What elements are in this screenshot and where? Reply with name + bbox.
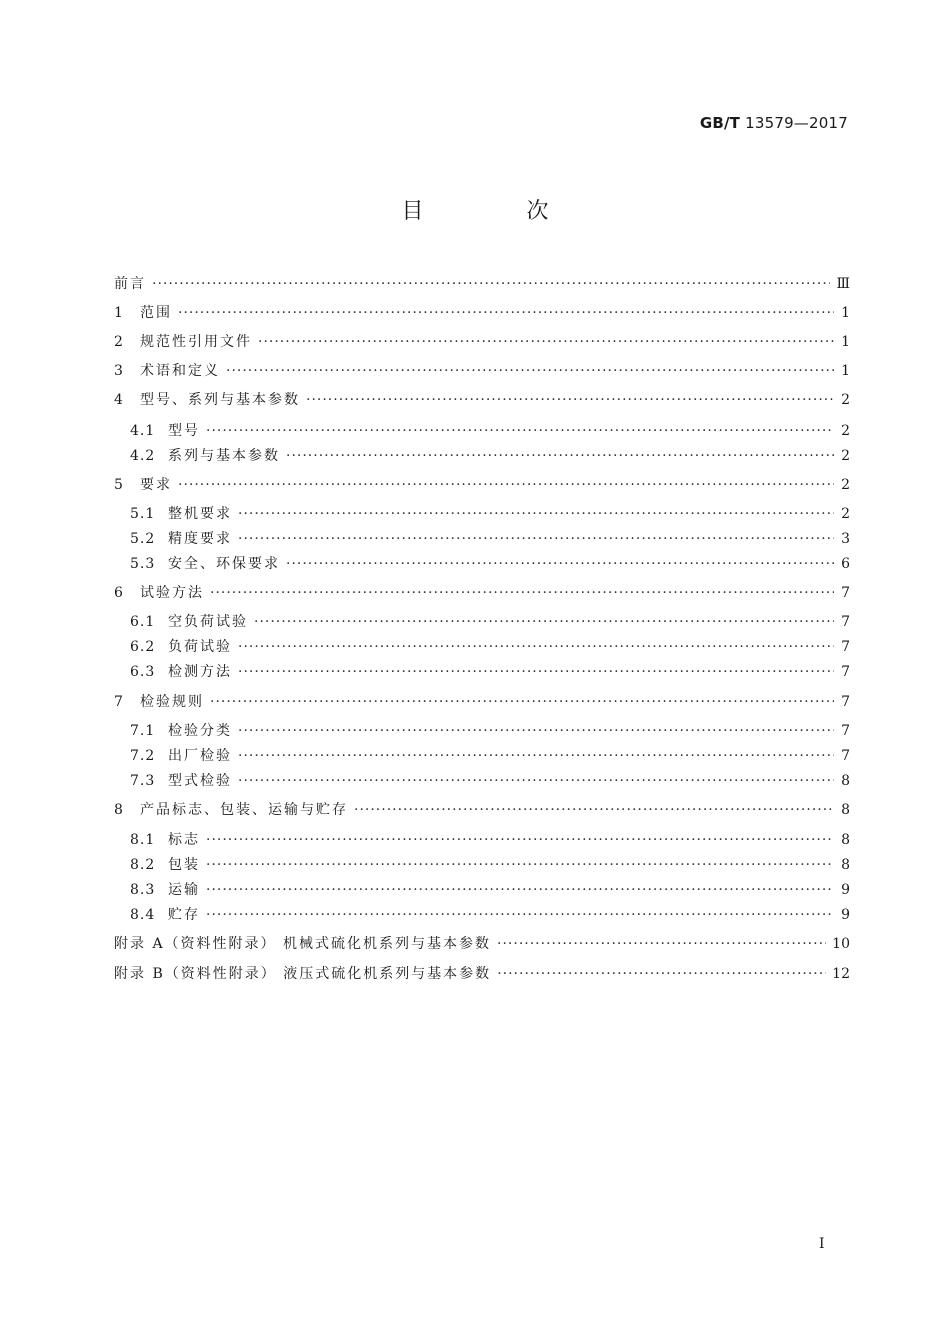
toc-entry-number: 4.2 (130, 448, 156, 464)
toc-entry[interactable] (114, 274, 850, 294)
toc-entry-label: 范围 (140, 305, 172, 321)
toc-entry[interactable] (114, 583, 850, 603)
toc-dot-leader (206, 905, 834, 925)
toc-dot-leader (206, 421, 834, 441)
toc-dot-leader (258, 332, 834, 352)
toc-entry-label: 附录 A（资料性附录） 机械式硫化机系列与基本参数 (114, 936, 492, 952)
toc-entry[interactable] (114, 934, 850, 954)
toc-entry-label: 检验规则 (140, 694, 204, 710)
page-number: I (819, 1236, 825, 1252)
toc-entry-number: 5.2 (130, 531, 156, 547)
toc-entry[interactable] (130, 446, 850, 466)
toc-entry-label: 整机要求 (168, 506, 232, 522)
toc-entry-page: 1 (841, 305, 850, 321)
toc-entry-number: 4 (114, 392, 124, 408)
toc-entry-label: 安全、环保要求 (168, 556, 280, 572)
toc-entry-page: 6 (841, 556, 850, 572)
toc-entry[interactable] (130, 830, 850, 850)
toc-entry-page: 1 (841, 334, 850, 350)
toc-entry-page: 7 (841, 723, 850, 739)
toc-entry-label: 包装 (168, 857, 200, 873)
toc-dot-leader (206, 880, 834, 900)
toc-dot-leader (497, 964, 826, 984)
toc-entry-label: 前言 (114, 276, 146, 292)
toc-entry-number: 3 (114, 363, 124, 379)
toc-entry-page: 7 (841, 614, 850, 630)
toc-dot-leader (210, 583, 834, 603)
toc-dot-leader (178, 303, 834, 323)
toc-entry-number: 4.1 (130, 423, 156, 439)
toc-entry-label: 要求 (140, 477, 172, 493)
toc-dot-leader (210, 692, 834, 712)
toc-entry-number: 7.3 (130, 773, 156, 789)
toc-entry[interactable] (114, 332, 850, 352)
toc-entry[interactable] (130, 529, 850, 549)
toc-entry-page: 12 (832, 966, 850, 982)
toc-entry-number: 6.3 (130, 664, 156, 680)
toc-entry-page: 3 (841, 531, 850, 547)
toc-entry-label: 型号 (168, 423, 200, 439)
toc-entry-page: 2 (841, 477, 850, 493)
toc-entry-label: 检验分类 (168, 723, 232, 739)
standard-year-number: 13579—2017 (745, 114, 848, 132)
toc-entry-number: 8 (114, 802, 124, 818)
toc-entry-label: 贮存 (168, 907, 200, 923)
toc-entry[interactable] (130, 746, 850, 766)
toc-entry[interactable] (130, 662, 850, 682)
toc-entry-page: 7 (841, 694, 850, 710)
toc-dot-leader (238, 662, 834, 682)
toc-entry-label: 试验方法 (140, 585, 204, 601)
toc-entry-number: 8.3 (130, 882, 156, 898)
toc-entry-label: 负荷试验 (168, 639, 232, 655)
toc-dot-leader (238, 637, 834, 657)
toc-dot-leader (226, 361, 834, 381)
toc-entry[interactable] (114, 692, 850, 712)
toc-entry[interactable] (130, 771, 850, 791)
toc-entry[interactable] (130, 637, 850, 657)
toc-entry[interactable] (130, 421, 850, 441)
toc-entry-number: 5.1 (130, 506, 156, 522)
toc-entry-page: 8 (841, 802, 850, 818)
toc-entry-number: 6.2 (130, 639, 156, 655)
toc-dot-leader (497, 934, 826, 954)
toc-dot-leader (238, 721, 834, 741)
toc-dot-leader (178, 475, 834, 495)
toc-entry-label: 标志 (168, 832, 200, 848)
toc-entry-number: 5 (114, 477, 124, 493)
toc-entry-label: 术语和定义 (140, 363, 220, 379)
toc-entry[interactable] (114, 390, 850, 410)
toc-entry-label: 产品标志、包装、运输与贮存 (140, 802, 348, 818)
toc-entry[interactable] (114, 303, 850, 323)
toc-entry-label: 系列与基本参数 (168, 448, 280, 464)
standard-number (700, 114, 848, 132)
toc-entry-number: 7 (114, 694, 124, 710)
toc-entry-page: 9 (841, 882, 850, 898)
toc-entry-page: 7 (841, 585, 850, 601)
toc-entry-page: 2 (841, 423, 850, 439)
toc-entry[interactable] (130, 504, 850, 524)
toc-entry-number: 7.2 (130, 748, 156, 764)
toc-entry[interactable] (114, 964, 850, 984)
toc-entry-page: 8 (841, 857, 850, 873)
toc-entry-number: 8.1 (130, 832, 156, 848)
toc-entry[interactable] (130, 855, 850, 875)
toc-entry-page: 2 (841, 506, 850, 522)
toc-entry[interactable] (130, 721, 850, 741)
toc-entry-number: 5.3 (130, 556, 156, 572)
toc-entry-page: 1 (841, 363, 850, 379)
toc-entry-label: 附录 B（资料性附录） 液压式硫化机系列与基本参数 (114, 966, 492, 982)
toc-entry-label: 出厂检验 (168, 748, 232, 764)
toc-entry[interactable] (114, 800, 850, 820)
toc-entry-label: 规范性引用文件 (140, 334, 252, 350)
toc-dot-leader (286, 446, 834, 466)
toc-entry-page: 7 (841, 748, 850, 764)
toc-entry[interactable] (130, 905, 850, 925)
toc-dot-leader (238, 504, 834, 524)
toc-entry-number: 6 (114, 585, 124, 601)
toc-dot-leader (306, 390, 834, 410)
toc-entry-page: 10 (832, 936, 850, 952)
toc-entry-page: Ⅲ (836, 276, 850, 292)
toc-dot-leader (254, 612, 834, 632)
toc-entry-page: 9 (841, 907, 850, 923)
toc-dot-leader (206, 855, 834, 875)
toc-entry[interactable] (114, 361, 850, 381)
page-title: 目 次 (401, 199, 597, 224)
toc-dot-leader (206, 830, 834, 850)
toc-dot-leader (238, 746, 834, 766)
toc-entry-label: 型号、系列与基本参数 (140, 392, 300, 408)
toc-entry-label: 运输 (168, 882, 200, 898)
toc-dot-leader (286, 554, 834, 574)
toc-entry[interactable] (130, 612, 850, 632)
toc-entry-label: 型式检验 (168, 773, 232, 789)
toc-entry-number: 6.1 (130, 614, 156, 630)
toc-entry-page: 2 (841, 392, 850, 408)
toc-entry-number: 2 (114, 334, 124, 350)
toc-entry-label: 空负荷试验 (168, 614, 248, 630)
toc-entry-label: 精度要求 (168, 531, 232, 547)
toc-dot-leader (354, 800, 834, 820)
toc-entry[interactable] (114, 475, 850, 495)
toc-dot-leader (238, 529, 834, 549)
toc-entry[interactable] (130, 880, 850, 900)
toc-entry-page: 7 (841, 664, 850, 680)
toc-dot-leader (152, 274, 830, 294)
toc-entry-page: 7 (841, 639, 850, 655)
toc-dot-leader (238, 771, 834, 791)
toc-entry-label: 检测方法 (168, 664, 232, 680)
toc-entry[interactable] (130, 554, 850, 574)
toc-entry-number: 7.1 (130, 723, 156, 739)
toc-entry-page: 8 (841, 832, 850, 848)
toc-entry-number: 8.2 (130, 857, 156, 873)
standard-code: GB/T (699, 114, 741, 132)
toc-entry-page: 8 (841, 773, 850, 789)
toc-entry-page: 2 (841, 448, 850, 464)
toc-entry-number: 1 (114, 305, 124, 321)
toc-entry-number: 8.4 (130, 907, 156, 923)
